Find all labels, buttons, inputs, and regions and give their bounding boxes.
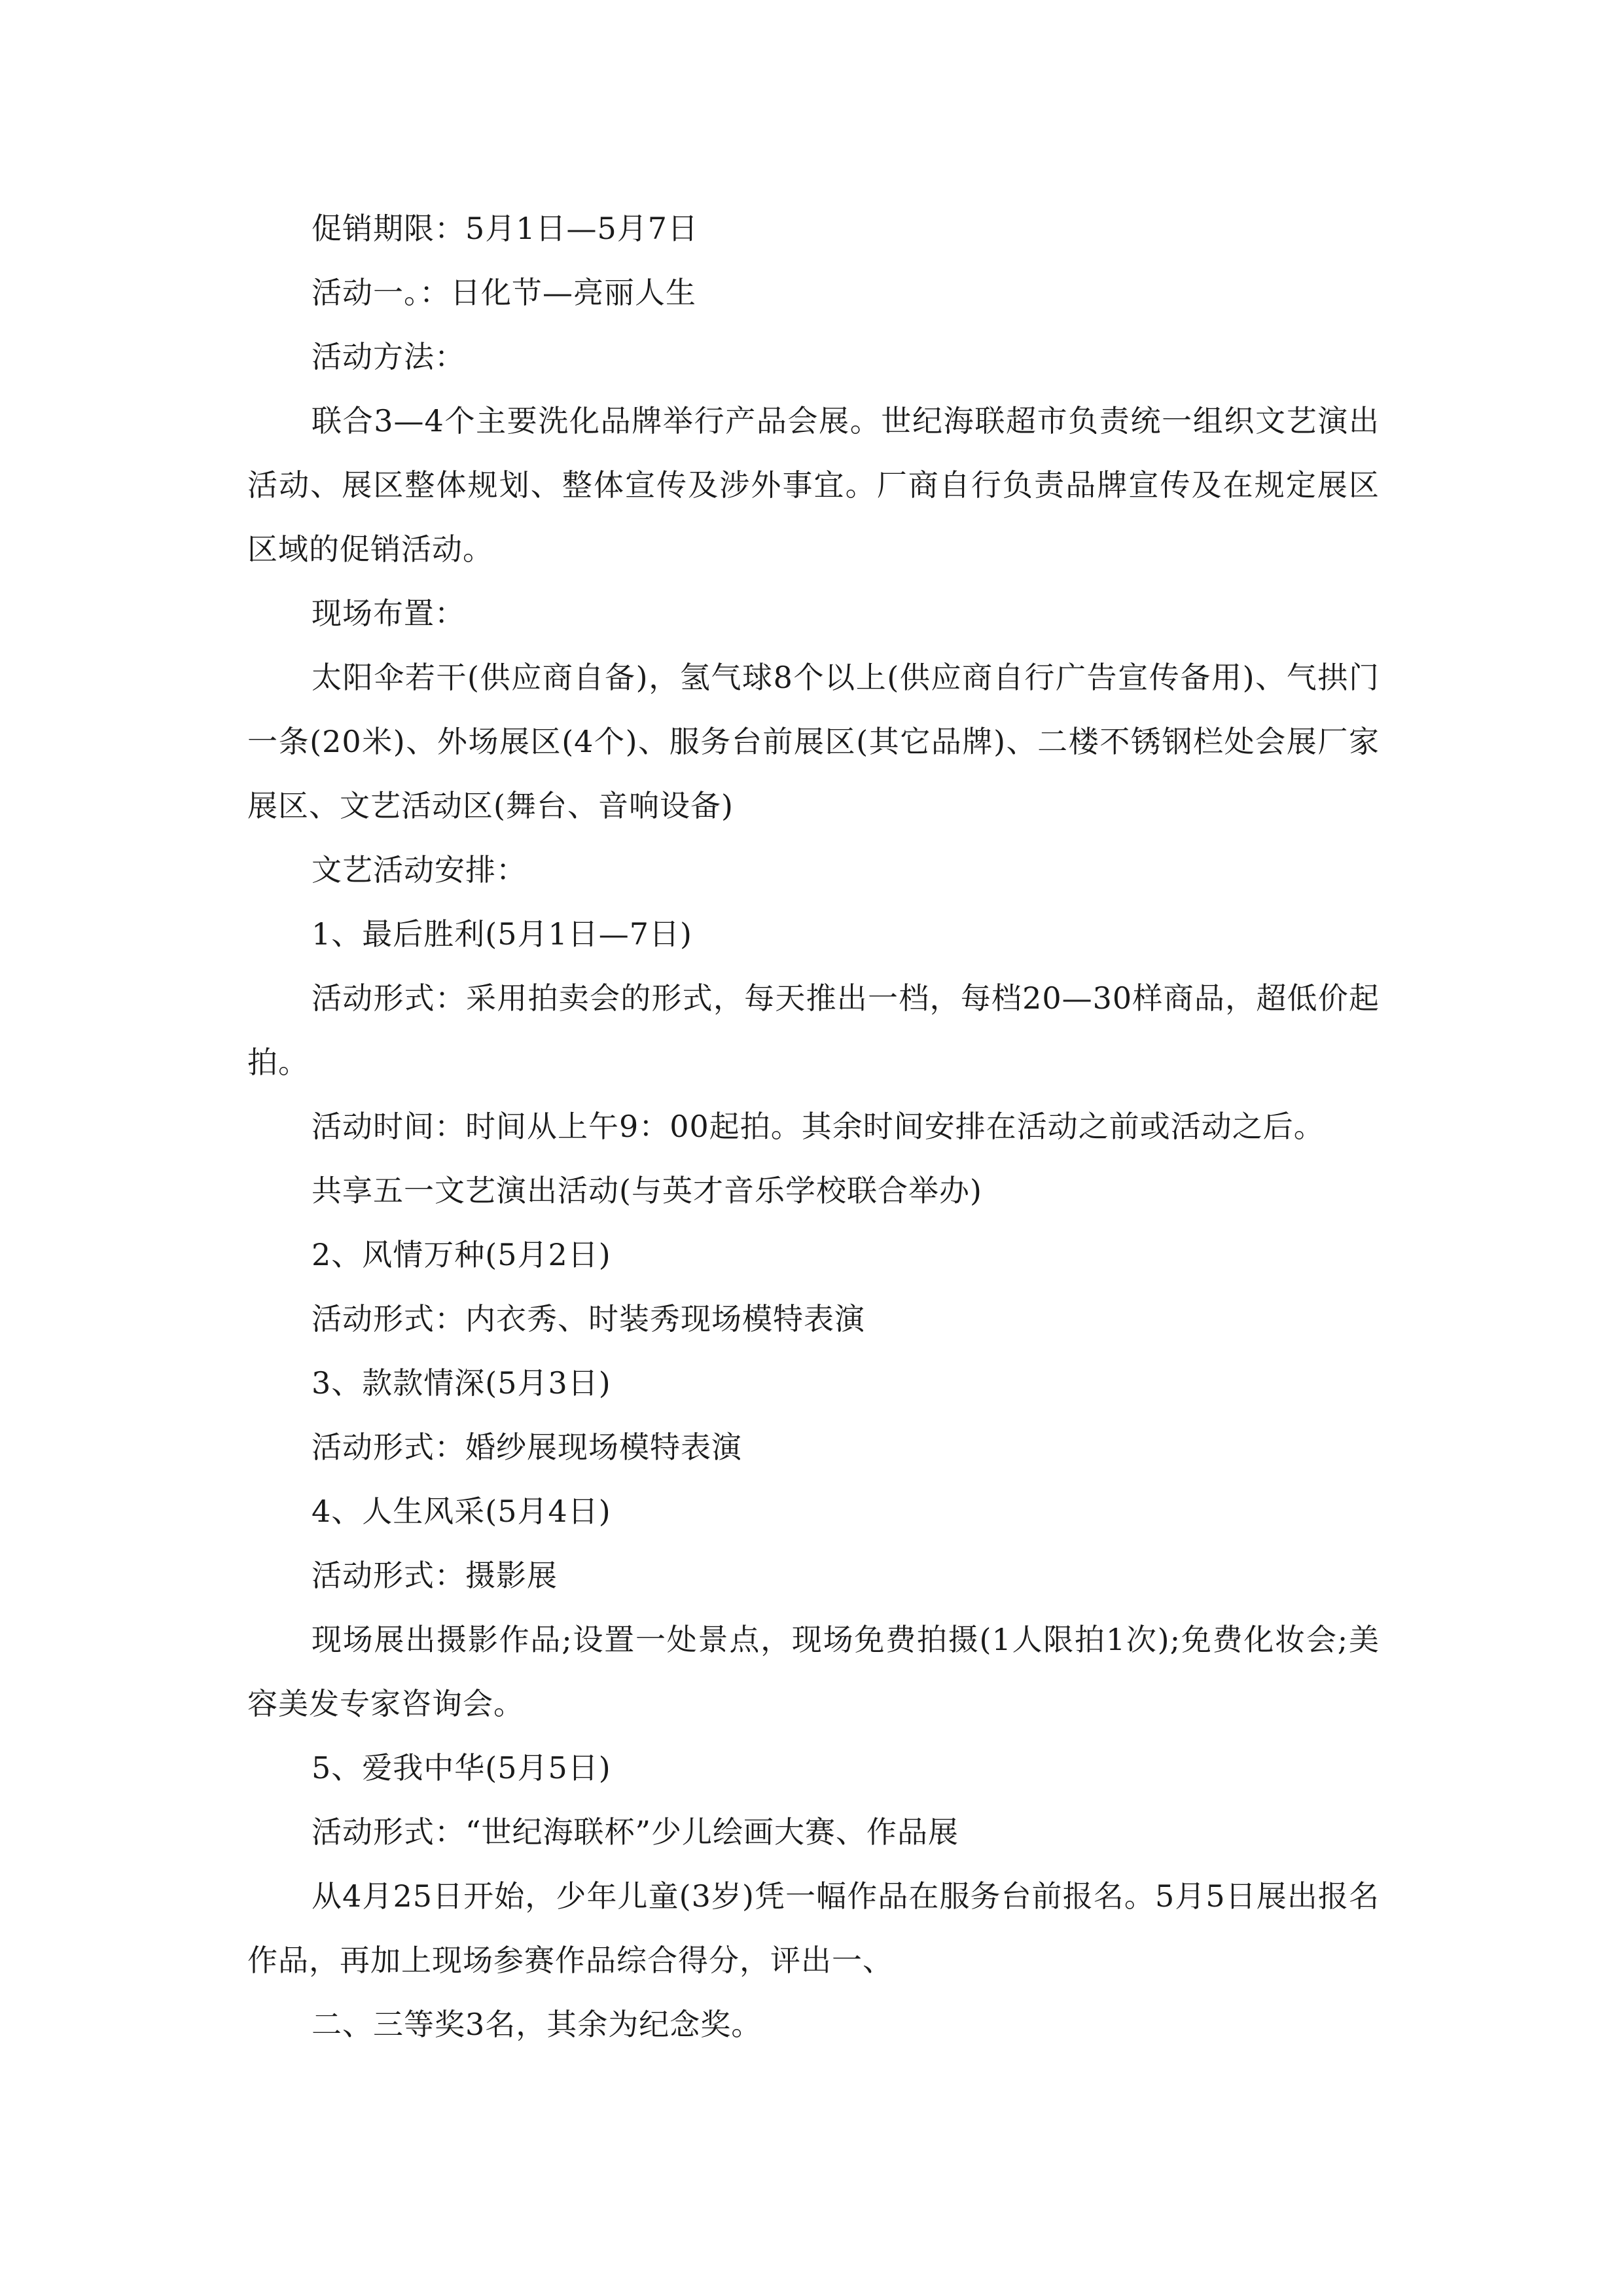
paragraph-item-2-form: 活动形式：内衣秀、时装秀现场模特表演 <box>312 1301 865 1336</box>
paragraph-item-3-form: 活动形式：婚纱展现场模特表演 <box>312 1429 742 1465</box>
paragraph-arts-heading: 文艺活动安排： <box>312 852 527 888</box>
paragraph-item-3: 3、款款情深(5月3日) <box>312 1365 611 1401</box>
paragraph-activity-one: 活动一。：日化节—亮丽人生 <box>312 275 696 310</box>
document-body <box>247 196 1380 2056</box>
paragraph-method-heading: 活动方法： <box>312 339 465 374</box>
paragraph-promo-period: 促销期限：5月1日—5月7日 <box>312 211 699 246</box>
paragraph-awards: 二、三等奖3名，其余为纪念奖。 <box>312 2007 762 2042</box>
paragraph-item-1-form: 活动形式：采用拍卖会的形式，每天推出一档，每档20—30样商品，超低价起拍。 <box>247 980 1380 1080</box>
paragraph-item-5-form: 活动形式：“世纪海联杯”少儿绘画大赛、作品展 <box>312 1814 959 1850</box>
paragraph-item-2: 2、风情万种(5月2日) <box>312 1237 611 1272</box>
paragraph-layout-heading: 现场布置： <box>312 596 465 631</box>
paragraph-layout-body: 太阳伞若干(供应商自备)，氢气球8个以上(供应商自行广告宣传备用)、气拱门一条(20米)、外场展区(4个)、服务台前展区(其它品牌)、二楼不锈钢栏处会展厂家展区、文艺活动区(舞台、音响设备) <box>247 660 1380 823</box>
paragraph-item-5: 5、爱我中华(5月5日) <box>312 1750 611 1785</box>
paragraph-item-4: 4、人生风采(5月4日) <box>312 1494 611 1529</box>
paragraph-shared-show: 共享五一文艺演出活动(与英才音乐学校联合举办) <box>312 1173 982 1208</box>
paragraph-item-5-details: 从4月25日开始，少年儿童(3岁)凭一幅作品在服务台前报名。5月5日展出报名作品，再加上现场参赛作品综合得分，评出一、 <box>247 1878 1380 1978</box>
paragraph-item-1-time: 活动时间：时间从上午9：00起拍。其余时间安排在活动之前或活动之后。 <box>312 1109 1325 1144</box>
paragraph-item-4-form: 活动形式：摄影展 <box>312 1558 558 1593</box>
paragraph-item-1: 1、最后胜利(5月1日—7日) <box>312 916 692 952</box>
paragraph-item-4-details: 现场展出摄影作品;设置一处景点，现场免费拍摄(1人限拍1次);免费化妆会;美容美发专家咨询会。 <box>247 1622 1380 1721</box>
paragraph-method-body: 联合3—4个主要洗化品牌举行产品会展。世纪海联超市负责统一组织文艺演出活动、展区整体规划、整体宣传及涉外事宜。厂商自行负责品牌宣传及在规定展区区域的促销活动。 <box>247 403 1380 567</box>
